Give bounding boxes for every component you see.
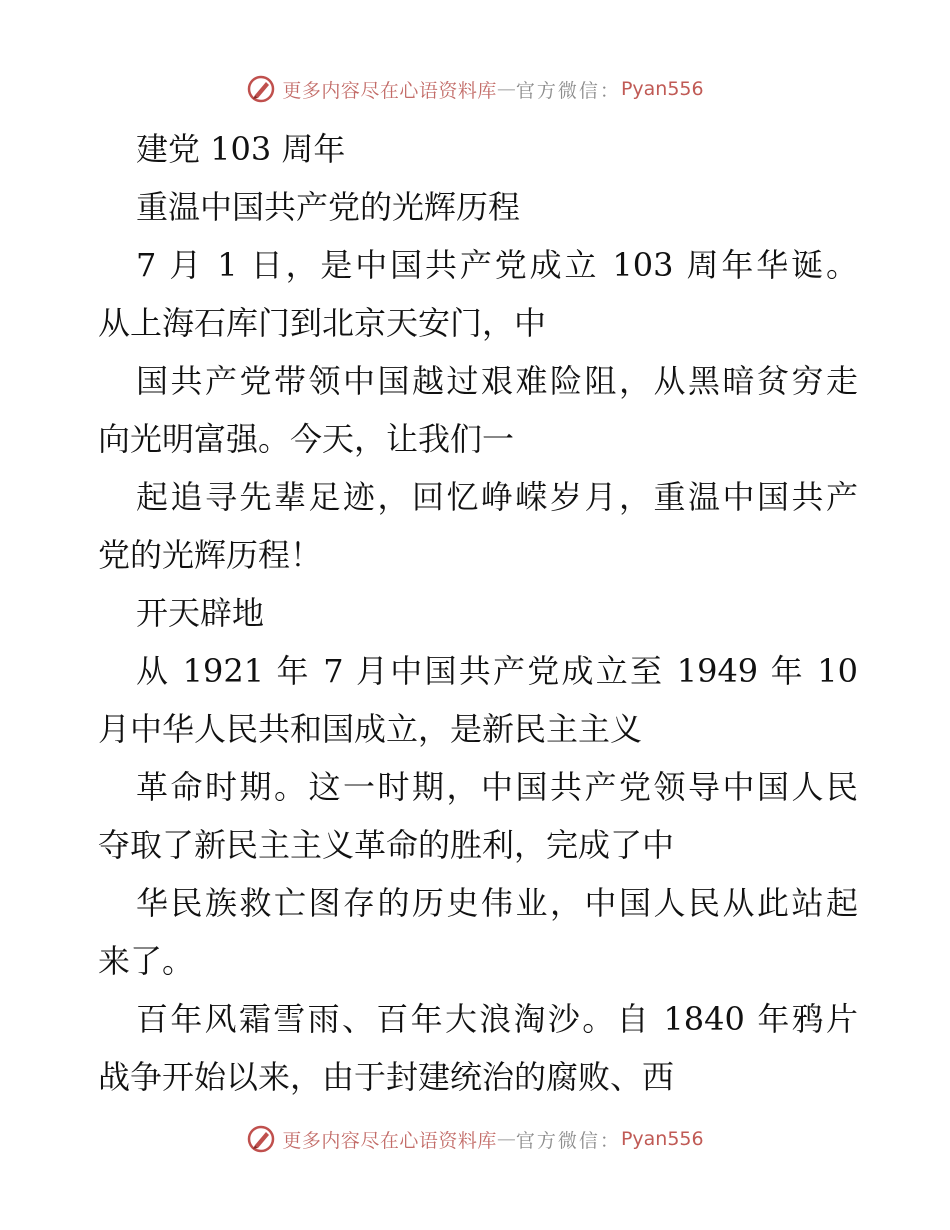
text-line: 来了。 <box>98 942 195 980</box>
text-line: 战争开始以来，由于封建统治的腐败、西 <box>98 1058 675 1096</box>
footer-watermark <box>0 1121 950 1157</box>
text-line: 开天辟地 <box>136 594 265 632</box>
watermark-wechat-label: 官方微信： <box>515 1129 621 1152</box>
watermark-brand-text: 更多内容尽在心语资料库 <box>282 79 497 102</box>
watermark-brand-text: 更多内容尽在心语资料库 <box>282 1129 497 1152</box>
text-line: 从上海石库门到北京天安门，中 <box>98 304 547 342</box>
watermark-wechat-label: 官方微信： <box>515 79 621 102</box>
text-line: 夺取了新民主主义革命的胜利，完成了中 <box>98 826 675 864</box>
text-line: 从 1921 年 7 月中国共产党成立至 1949 年 10 <box>136 652 858 690</box>
text-line: 起追寻先辈足迹，回忆峥嵘岁月，重温中国共产 <box>136 478 858 516</box>
text-line: 党的光辉历程！ <box>98 536 323 574</box>
text-line: 百年风霜雪雨、百年大浪淘沙。自 1840 年鸦片 <box>136 1000 858 1038</box>
pen-logo-icon <box>246 74 276 104</box>
document-body <box>98 120 858 1106</box>
text-line: 月中华人民共和国成立，是新民主主义 <box>98 710 643 748</box>
watermark-separator: — <box>496 78 516 100</box>
text-line: 重温中国共产党的光辉历程 <box>136 188 521 226</box>
header-watermark <box>0 71 950 107</box>
watermark-wechat-id: Pyan556 <box>620 78 704 100</box>
text-line: 7 月 1 日，是中国共产党成立 103 周年华诞。 <box>136 246 858 284</box>
text-line: 建党 103 周年 <box>136 130 346 168</box>
watermark-wechat-id: Pyan556 <box>620 1128 704 1150</box>
text-line: 革命时期。这一时期，中国共产党领导中国人民 <box>136 768 858 806</box>
watermark-separator: — <box>496 1128 516 1150</box>
pen-logo-icon <box>246 1124 276 1154</box>
text-line: 向光明富强。今天，让我们一 <box>98 420 515 458</box>
text-line: 国共产党带领中国越过艰难险阻，从黑暗贫穷走 <box>136 362 858 400</box>
text-line: 华民族救亡图存的历史伟业，中国人民从此站起 <box>136 884 858 922</box>
